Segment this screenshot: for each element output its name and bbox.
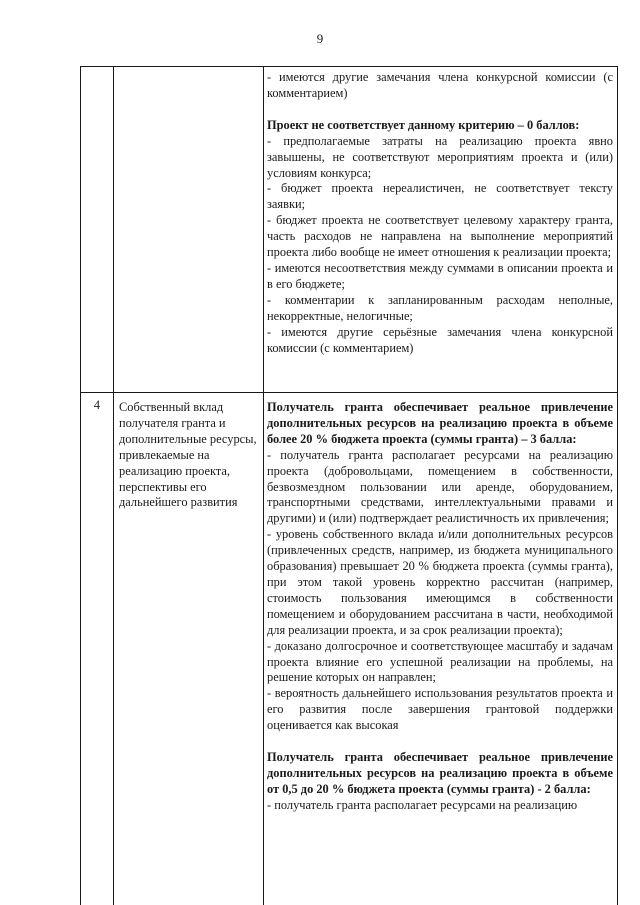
criterion-cell bbox=[114, 67, 264, 393]
criteria-table bbox=[80, 66, 618, 905]
table-row bbox=[81, 67, 618, 393]
score-heading-2: Получатель гранта обеспечивает реальное привлечение дополнительных ресурсов на реализацию проекта в объеме от 0,5 до 20 % бюджета проекта (суммы гранта) - 2 балла: bbox=[267, 750, 613, 796]
list-item: - комментарии к запланированным расходам неполные, некорректные, нелогичные; bbox=[267, 292, 613, 323]
list-item: - бюджет проекта не соответствует целевому характеру гранта, часть расходов не направлена на выполнение мероприятий проекта либо вообще не имеет отношения к реализации проекта; bbox=[267, 213, 613, 260]
list-item: - бюджет проекта нереалистичен, не соответствует тексту заявки; bbox=[267, 181, 613, 212]
description-cell bbox=[264, 67, 618, 393]
list-item: - предполагаемые затраты на реализацию проекта явно завышены, не соответствуют мероприятиям проекта и (или) условиям конкурса; bbox=[267, 133, 613, 180]
row-number-cell bbox=[81, 67, 114, 393]
remark-item: - имеются другие замечания члена конкурсной комиссии (с комментарием) bbox=[267, 70, 613, 100]
list-item: - получатель гранта располагает ресурсами на реализацию проекта (добровольцами, помещением в собственности, безвозмездном пользовании или аренде, оборудованием, транспортными средствами, интеллектуальными правами и другими) и (или) подтверждает реалистичность их привлечения; bbox=[267, 447, 613, 526]
list-item: - вероятность дальнейшего использования результатов проекта и его развития после завершения грантовой поддержки оценивается как высокая bbox=[267, 686, 613, 733]
list-item: - получатель гранта располагает ресурсами на реализацию bbox=[267, 797, 578, 812]
list-item: - имеются несоответствия между суммами в описании проекта и в его бюджете; bbox=[267, 260, 613, 291]
page-number: 9 bbox=[316, 31, 324, 46]
table-row bbox=[81, 393, 618, 905]
list-item: - доказано долгосрочное и соответствующее масштабу и задачам проекта влияние его успешной реализации на проблемы, на решение которых он направлен; bbox=[267, 638, 613, 685]
description-cell bbox=[264, 393, 618, 905]
list-item: - имеются другие серьёзные замечания члена конкурсной комиссии (с комментарием) bbox=[267, 324, 613, 355]
row-number-cell: 4 bbox=[81, 393, 114, 905]
criterion-cell: Собственный вклад получателя гранта и дополнительные ресурсы, привлекаемые на реализацию проекта, перспективы его дальнейшего развития bbox=[114, 393, 264, 905]
list-item: - уровень собственного вклада и/или дополнительных ресурсов (привлеченных средств, например, из бюджета муниципального образования) превышает 20 % бюджета проекта (суммы гранта), при этом такой уровень корректно рассчитан (например, стоимость пользования имеющимся в собственности помещением и оборудованием рассчитана в части, необходимой для реализации проекта, и за срок реализации проекта); bbox=[267, 527, 613, 637]
score-heading-0: Проект не соответствует данному критерию – 0 баллов: bbox=[267, 117, 580, 132]
score-heading-3: Получатель гранта обеспечивает реальное привлечение дополнительных ресурсов на реализацию проекта в объеме более 20 % бюджета проекта (суммы гранта) – 3 балла: bbox=[267, 400, 613, 446]
